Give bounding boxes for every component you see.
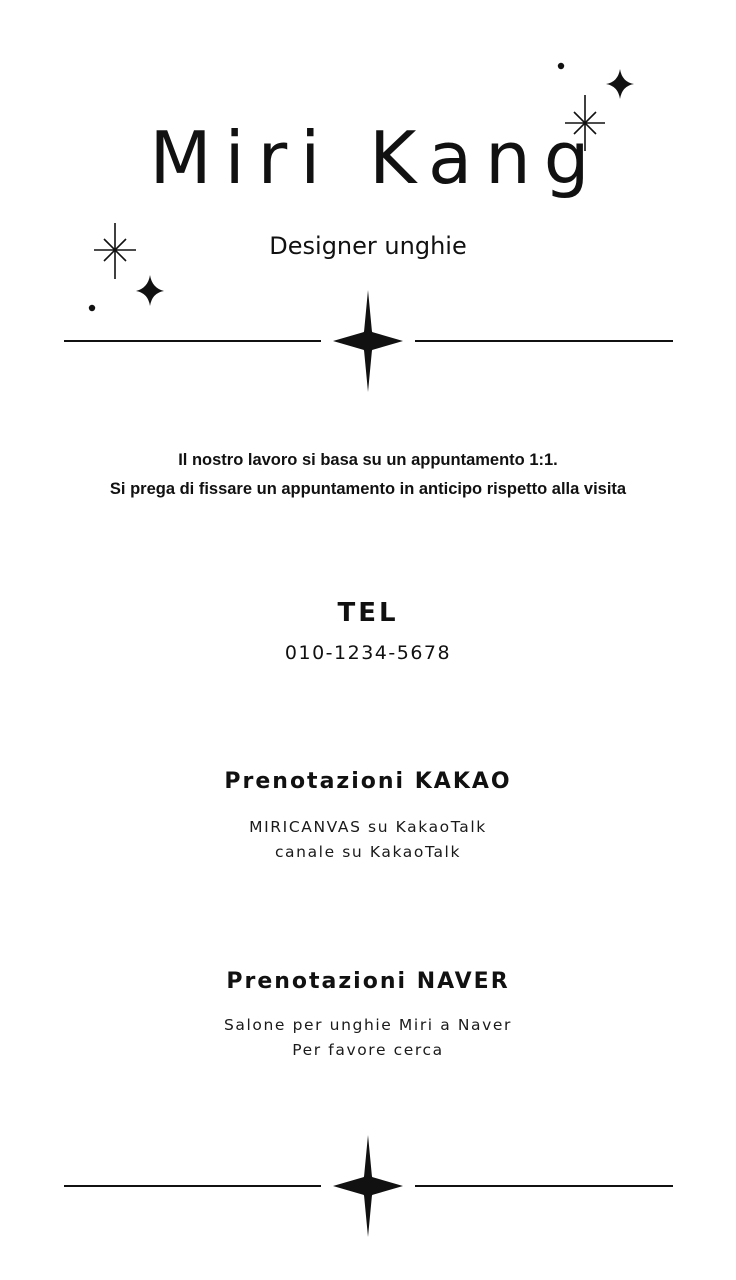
- divider-line-right-top: [415, 340, 673, 342]
- tel-number[interactable]: 010-1234-5678: [284, 642, 452, 664]
- naver-heading: Prenotazioni NAVER: [226, 969, 510, 994]
- kakao-heading: Prenotazioni KAKAO: [224, 769, 512, 794]
- notice-line-1: Il nostro lavoro si basa su un appuntamento 1:1.: [178, 451, 558, 469]
- dot-icon: [558, 63, 564, 69]
- naver-detail-line-1: Salone per unghie Miri a Naver: [223, 1016, 513, 1034]
- kakao-detail-line-1: MIRICANVAS su KakaoTalk: [249, 818, 487, 836]
- compass-star-icon: [333, 1135, 403, 1237]
- job-title: Designer unghie: [269, 232, 467, 260]
- divider-line-left-bottom: [64, 1185, 321, 1187]
- four-point-star-icon: [136, 275, 164, 306]
- divider-line-left-top: [64, 340, 321, 342]
- naver-detail-line-2: Per favore cerca: [292, 1041, 444, 1059]
- person-name: Miri Kang: [149, 116, 603, 200]
- four-point-star-icon: [606, 69, 634, 99]
- dot-icon: [89, 305, 95, 311]
- kakao-detail-line-2: canale su KakaoTalk: [274, 843, 462, 861]
- notice-line-2: Si prega di fissare un appuntamento in anticipo rispetto alla visita: [109, 480, 627, 498]
- compass-star-icon: [333, 290, 403, 392]
- tel-heading: TEL: [337, 598, 399, 628]
- divider-line-right-bottom: [415, 1185, 673, 1187]
